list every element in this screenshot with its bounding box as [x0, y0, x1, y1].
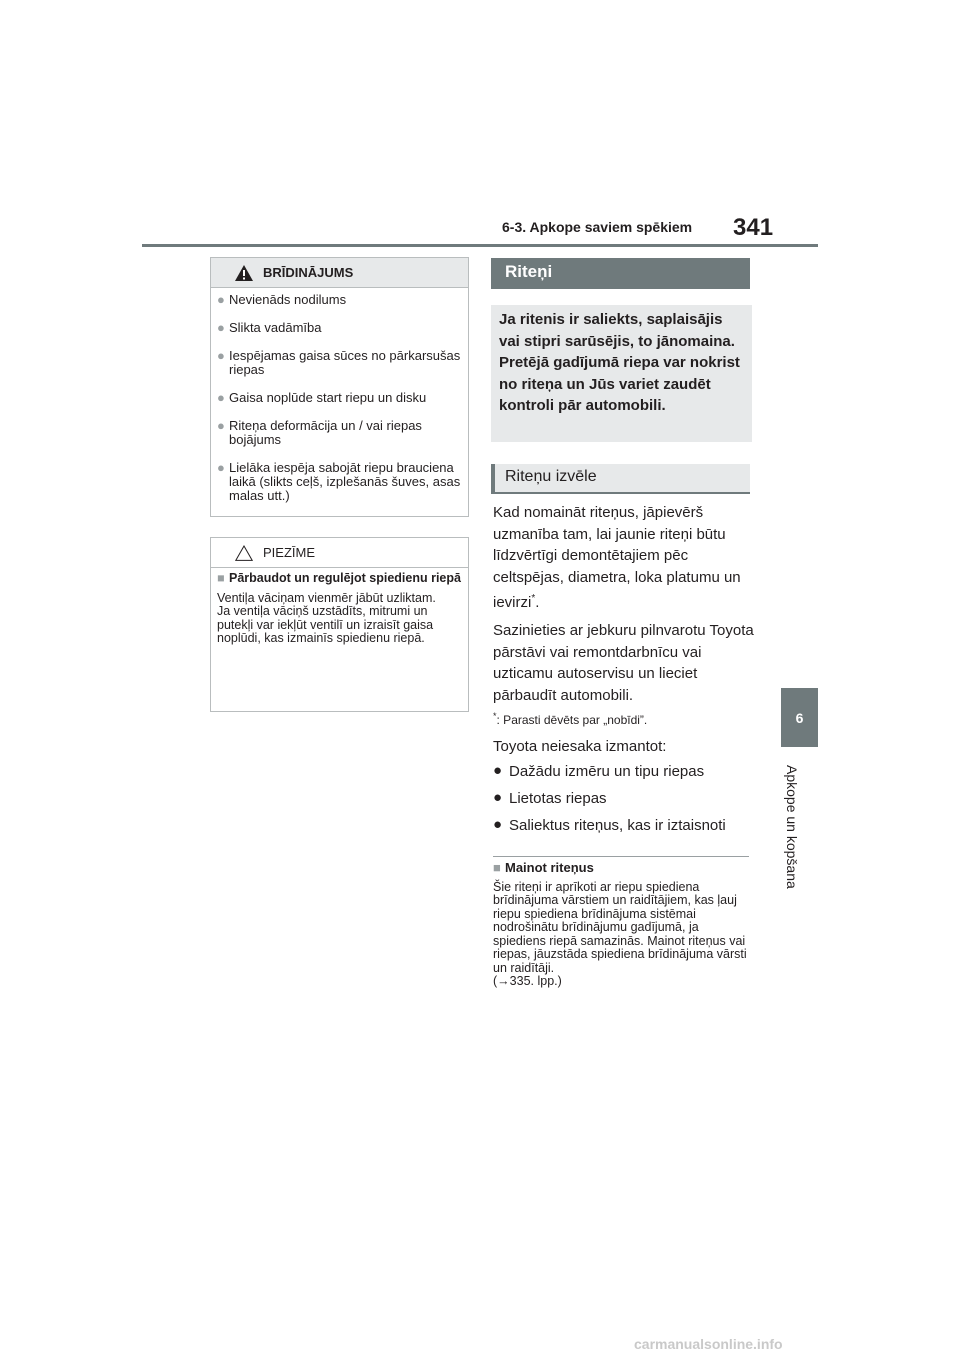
list-item: ● Nevienāds nodilums [217, 292, 347, 307]
bullet-icon: ● [217, 320, 225, 335]
bullet-icon: ● [217, 418, 225, 433]
paragraph: Sazinieties ar jebkuru pilnvarotu Toyota pārstāvi vai remontdarbnīcu vai uzticamu autoservisu un lieciet pārbaudīt automobili. [493, 622, 754, 704]
list-item: ● Lielāka iespēja sabojāt riepu brauciena laikā (slikts ceļš, izplešanās šuves, asas malas utt.) [217, 460, 461, 503]
note-box [210, 537, 469, 712]
list-item: ● Iespējamas gaisa sūces no pārkarsušas riepas [217, 348, 461, 377]
caution-box: Ja ritenis ir saliekts, saplaisājis vai stipri sarūsējis, to jānomaina. Pretējā gadījumā riepa var nokrist no riteņa un Jūs variet zaudēt kontroli pār automobili. [491, 305, 752, 442]
square-bullet-icon: ■ [493, 860, 501, 875]
note-paragraph: Ventiļa vāciņam vienmēr jābūt uzliktam. [217, 590, 436, 605]
bullet-icon: ● [493, 789, 503, 806]
changing-body: Šie riteņi ir aprīkoti ar riepu spiediena brīdinājuma vārstiem un raidītājiem, kas ļauj riepu spiediena brīdinājuma sistēmai nodrošinātu brīdinājumu gadījumā, ja spiediens riepā samazinās. Mainot riteņus vai riepas, jāuzstāda spiediena brīdinājuma vārsti un raidītāji. [493, 879, 747, 975]
section-title: 6-3. Apkope saviem spēkiem [502, 219, 693, 235]
note-title: PIEZĪME [263, 545, 316, 560]
chapter-number: 6 [795, 709, 804, 726]
chapter-label: Apkope un kopšana [784, 765, 800, 889]
warning-title: BRĪDINĀJUMS [263, 265, 354, 280]
warning-box [210, 257, 469, 517]
bullet-icon: ● [217, 460, 225, 475]
changing-title: ■ Mainot riteņus [493, 860, 594, 875]
not-recommended-list [493, 762, 755, 843]
bullet-icon: ● [217, 390, 225, 405]
footnote: *: Parasti dēvēts par „nobīdi”. [493, 711, 648, 727]
warning-icon [235, 265, 253, 281]
chapter-tab [781, 688, 818, 747]
list-item: ● Riteņa deformācija un / vai riepas bojājums [217, 418, 422, 447]
list-item: ● Slikta vadāmība [217, 320, 322, 335]
warning-list [211, 293, 468, 503]
page-number: 341 [733, 214, 774, 241]
notice-icon [235, 545, 253, 561]
note-header [211, 538, 468, 568]
list-item: ● Dažādu izmēru un tipu riepas [493, 762, 705, 780]
warning-header [211, 258, 468, 288]
changing-wheels-note [493, 861, 751, 989]
header-rule [142, 244, 818, 247]
paragraph: Kad nomaināt riteņus, jāpievērš uzmanība tam, lai jaunie riteņi būtu līdzvērtīgi demontētajiem pēc celtspējas, diametra, loka platumu un ievirzi*. [493, 504, 741, 612]
section-heading: Riteņi [491, 258, 750, 289]
subsection-heading: Riteņu izvēle [491, 464, 750, 494]
square-bullet-icon: ■ [217, 571, 225, 585]
bullet-icon: ● [217, 348, 225, 363]
bullet-icon: ● [217, 292, 225, 307]
bullet-icon: ● [493, 816, 503, 833]
note-subtitle: ■ Pārbaudot un regulējot spiedienu riepā [217, 571, 461, 585]
note-body [211, 568, 468, 646]
watermark: carmanualsonline.info [634, 1336, 783, 1352]
list-item: ● Gaisa noplūde start riepu un disku [217, 390, 427, 405]
note-paragraph: Ja ventiļa vāciņš uzstādīts, mitrumi un putekļi var iekļūt ventilī un izraisīt gaisa noplūdi, kas izmainīs spiedienu riepā. [217, 604, 434, 645]
list-item: ● Saliektus riteņus, kas ir iztaisnoti [493, 816, 726, 834]
paragraph: Toyota neiesaka izmantot: [493, 738, 667, 755]
bullet-icon: ● [493, 762, 503, 779]
page-reference: (→335. lpp.) [493, 974, 562, 988]
list-item: ● Lietotas riepas [493, 789, 607, 807]
divider [493, 856, 749, 857]
